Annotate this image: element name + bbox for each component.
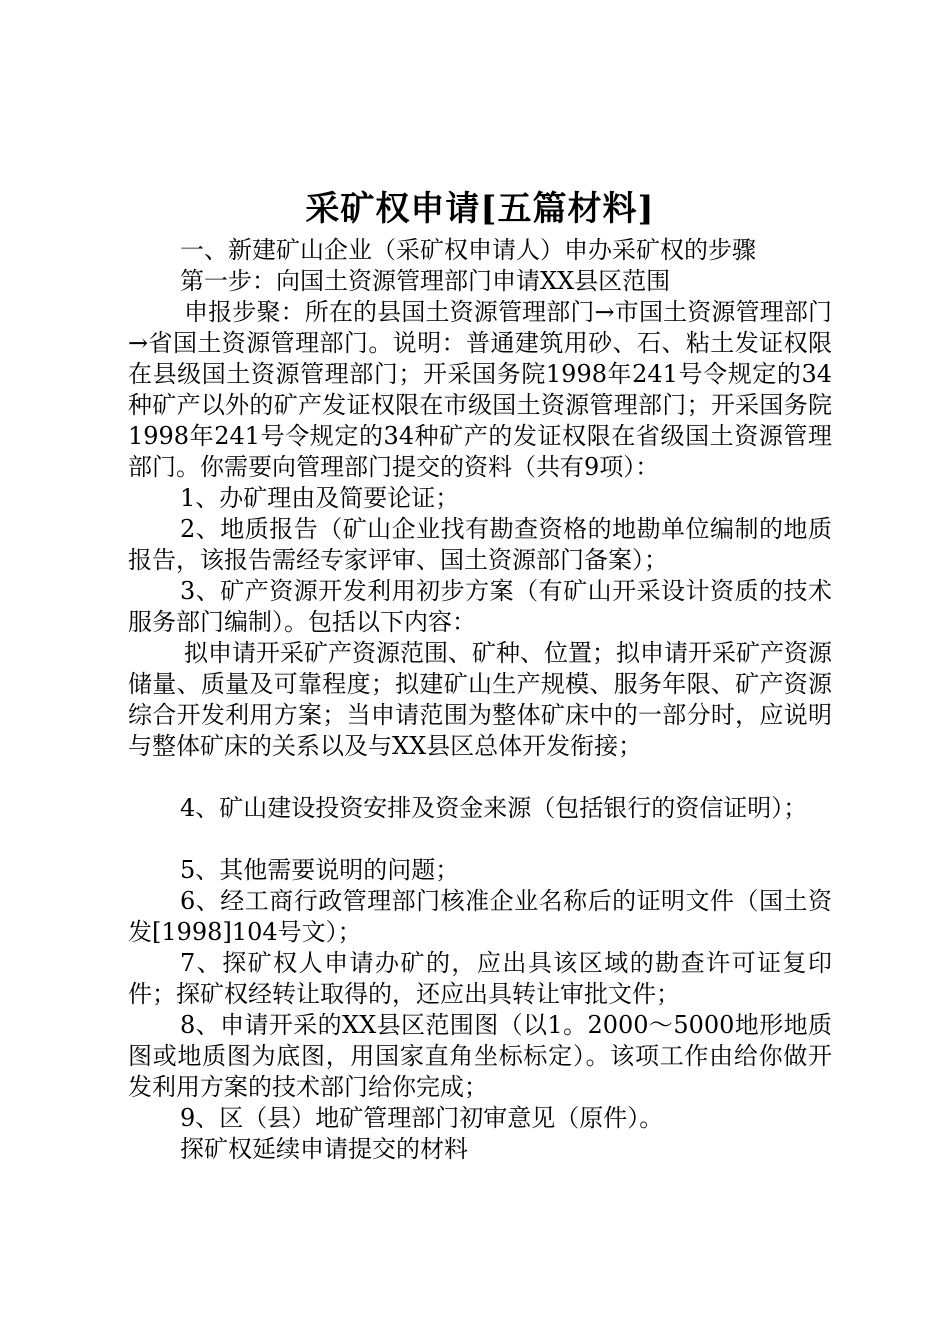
section-heading: 一、新建矿山企业（采矿权申请人）申办采矿权的步骤 bbox=[180, 236, 756, 264]
list-item-2: 2、地质报告（矿山企业找有勘查资格的地勘单位编制的地质报告，该报告需经专家评审、国土资源部门备案）； bbox=[128, 515, 832, 574]
subsection-heading: 探矿权延续申请提交的材料 bbox=[180, 1135, 468, 1163]
list-item-9: 9、区（县）地矿管理部门初审意见（原件）。 bbox=[180, 1104, 664, 1132]
paragraph-procedure: 申报步聚：所在的县国土资源管理部门→市国土资源管理部门→省国土资源管理部门。说明：普通建筑用砂、石、粘土发证权限在县级国土资源管理部门；开采国务院1998年241号令规定的34种矿产以外的矿产发证权限在市级国土资源管理部门；开采国务院1998年241号令规定的34种矿产的发证权限在省级国土资源管理部门。你需要向管理部门提交的资料（共有9项）： bbox=[128, 298, 832, 481]
list-item-5: 5、其他需要说明的问题； bbox=[180, 856, 460, 884]
list-item-3: 3、矿产资源开发利用初步方案（有矿山开采设计资质的技术服务部门编制）。包括以下内容： bbox=[128, 577, 832, 636]
list-item-3-details: 拟申请开采矿产资源范围、矿种、位置；拟申请开采矿产资源储量、质量及可靠程度；拟建矿山生产规模、服务年限、矿产资源综合开发利用方案；当申请范围为整体矿床中的一部分时，应说明与整体矿床的关系以及与XX县区总体开发衔接； bbox=[128, 639, 832, 760]
step-heading: 第一步：向国土资源管理部门申请XX县区范围 bbox=[180, 267, 671, 295]
list-item-8: 8、申请开采的XX县区范围图（以1。2000～5000地形地质图或地质图为底图，用国家直角坐标标定）。该项工作由给你做开发利用方案的技术部门给你完成； bbox=[128, 1011, 832, 1101]
list-item-6: 6、经工商行政管理部门核准企业名称后的证明文件（国土资发[1998]104号文）； bbox=[128, 887, 832, 946]
list-item-1: 1、办矿理由及简要论证； bbox=[180, 484, 460, 512]
document-title: 采矿权申请[五篇材料] bbox=[305, 189, 655, 229]
list-item-4: 4、矿山建设投资安排及资金来源（包括银行的资信证明）； bbox=[180, 794, 808, 822]
list-item-7: 7、探矿权人申请办矿的，应出具该区域的勘查许可证复印件；探矿权经转让取得的，还应出具转让审批文件； bbox=[128, 949, 832, 1008]
document-page bbox=[128, 183, 832, 1165]
